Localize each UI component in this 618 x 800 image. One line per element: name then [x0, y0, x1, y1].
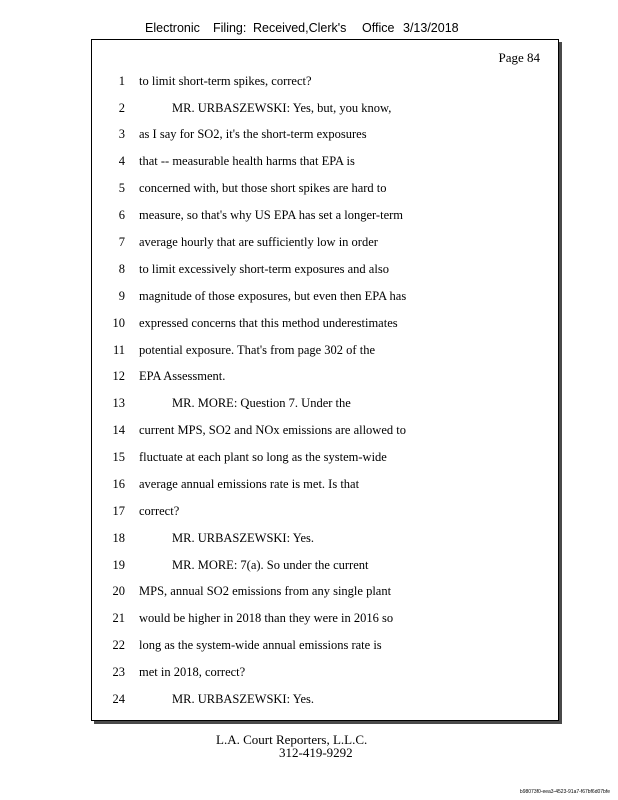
transcript-line [92, 286, 558, 306]
line-number: 24 [112, 692, 125, 706]
transcript-line [92, 205, 558, 225]
transcript-line [92, 124, 558, 144]
line-number: 15 [112, 450, 125, 464]
line-text: MR. URBASZEWSKI: Yes. [172, 692, 315, 706]
line-text: as I say for SO2, it's the short-term exposures [139, 127, 367, 141]
transcript-line [92, 151, 558, 171]
transcript-page [91, 39, 559, 721]
transcript-line [92, 98, 558, 118]
transcript-line [92, 689, 558, 709]
line-number: 5 [118, 181, 125, 195]
line-text: current MPS, SO2 and NOx emissions are allowed to [139, 423, 406, 437]
line-number: 7 [118, 235, 125, 249]
transcript-line [92, 528, 558, 548]
line-number: 17 [112, 504, 125, 518]
transcript-line [92, 635, 558, 655]
transcript-line [92, 71, 558, 91]
line-text: that -- measurable health harms that EPA is [139, 154, 355, 168]
line-number: 12 [112, 369, 125, 383]
transcript-line [92, 313, 558, 333]
line-text: met in 2018, correct? [139, 665, 246, 679]
line-text: potential exposure. That's from page 302 of the [139, 343, 375, 357]
line-text: EPA Assessment. [139, 369, 226, 383]
line-text: correct? [139, 504, 180, 518]
stamp-date: 3/13/2018 [403, 21, 459, 35]
reporter-company: L.A. Court Reporters, L.L.C. [216, 732, 368, 747]
line-number: 20 [112, 584, 125, 598]
line-text: average annual emissions rate is met. Is that [139, 477, 360, 491]
line-number: 22 [112, 638, 125, 652]
transcript-line [92, 420, 558, 440]
transcript-line [92, 393, 558, 413]
transcript-line [92, 447, 558, 467]
line-text: fluctuate at each plant so long as the system-wide [139, 450, 387, 464]
line-number: 23 [112, 665, 125, 679]
line-number: 11 [112, 343, 125, 357]
line-number: 10 [112, 316, 125, 330]
line-text: MR. MORE: 7(a). So under the current [172, 558, 369, 572]
transcript-line [92, 232, 558, 252]
line-number: 21 [112, 611, 125, 625]
line-text: measure, so that's why US EPA has set a longer-term [139, 208, 404, 222]
line-text: MR. MORE: Question 7. Under the [172, 396, 351, 410]
transcript-line [92, 259, 558, 279]
line-text: expressed concerns that this method underestimates [139, 316, 398, 330]
stamp-word-electronic: Electronic [145, 21, 200, 35]
stamp-word-filing: Filing: [213, 21, 247, 35]
line-number: 3 [118, 127, 125, 141]
line-number: 18 [112, 531, 125, 545]
transcript-line [92, 366, 558, 386]
line-text: magnitude of those exposures, but even then EPA has [139, 289, 407, 303]
transcript-line [92, 340, 558, 360]
transcript-line [92, 608, 558, 628]
line-number: 8 [118, 262, 125, 276]
line-text: long as the system-wide annual emissions rate is [139, 638, 382, 652]
line-number: 9 [118, 289, 125, 303]
line-number: 4 [118, 154, 125, 168]
reporter-phone: 312-419-9292 [279, 745, 353, 760]
transcript-line [92, 662, 558, 682]
line-text: to limit short-term spikes, correct? [139, 74, 312, 88]
transcript-line [92, 581, 558, 601]
transcript-line [92, 501, 558, 521]
line-number: 19 [112, 558, 125, 572]
line-text: concerned with, but those short spikes are hard to [139, 181, 387, 195]
transcript-line [92, 178, 558, 198]
line-text: MR. URBASZEWSKI: Yes, but, you know, [172, 101, 392, 115]
line-number: 16 [112, 477, 125, 491]
line-number: 2 [118, 101, 125, 115]
line-number: 1 [118, 74, 125, 88]
line-number: 14 [112, 423, 125, 437]
stamp-word-office: Office [362, 21, 395, 35]
line-number: 13 [112, 396, 125, 410]
transcript-line [92, 555, 558, 575]
transcript-line [92, 474, 558, 494]
line-text: MR. URBASZEWSKI: Yes. [172, 531, 315, 545]
page-number: Page 84 [498, 50, 540, 65]
line-text: would be higher in 2018 than they were in 2016 so [139, 611, 394, 625]
stamp-word-received: Received,Clerk's [253, 21, 347, 35]
line-text: to limit excessively short-term exposures and also [139, 262, 389, 276]
line-text: average hourly that are sufficiently low in order [139, 235, 378, 249]
line-text: MPS, annual SO2 emissions from any single plant [139, 584, 392, 598]
document-id: b98073f0-eea3-4523-91a7-f67bf6d07bfe [519, 789, 610, 795]
line-number: 6 [118, 208, 125, 222]
